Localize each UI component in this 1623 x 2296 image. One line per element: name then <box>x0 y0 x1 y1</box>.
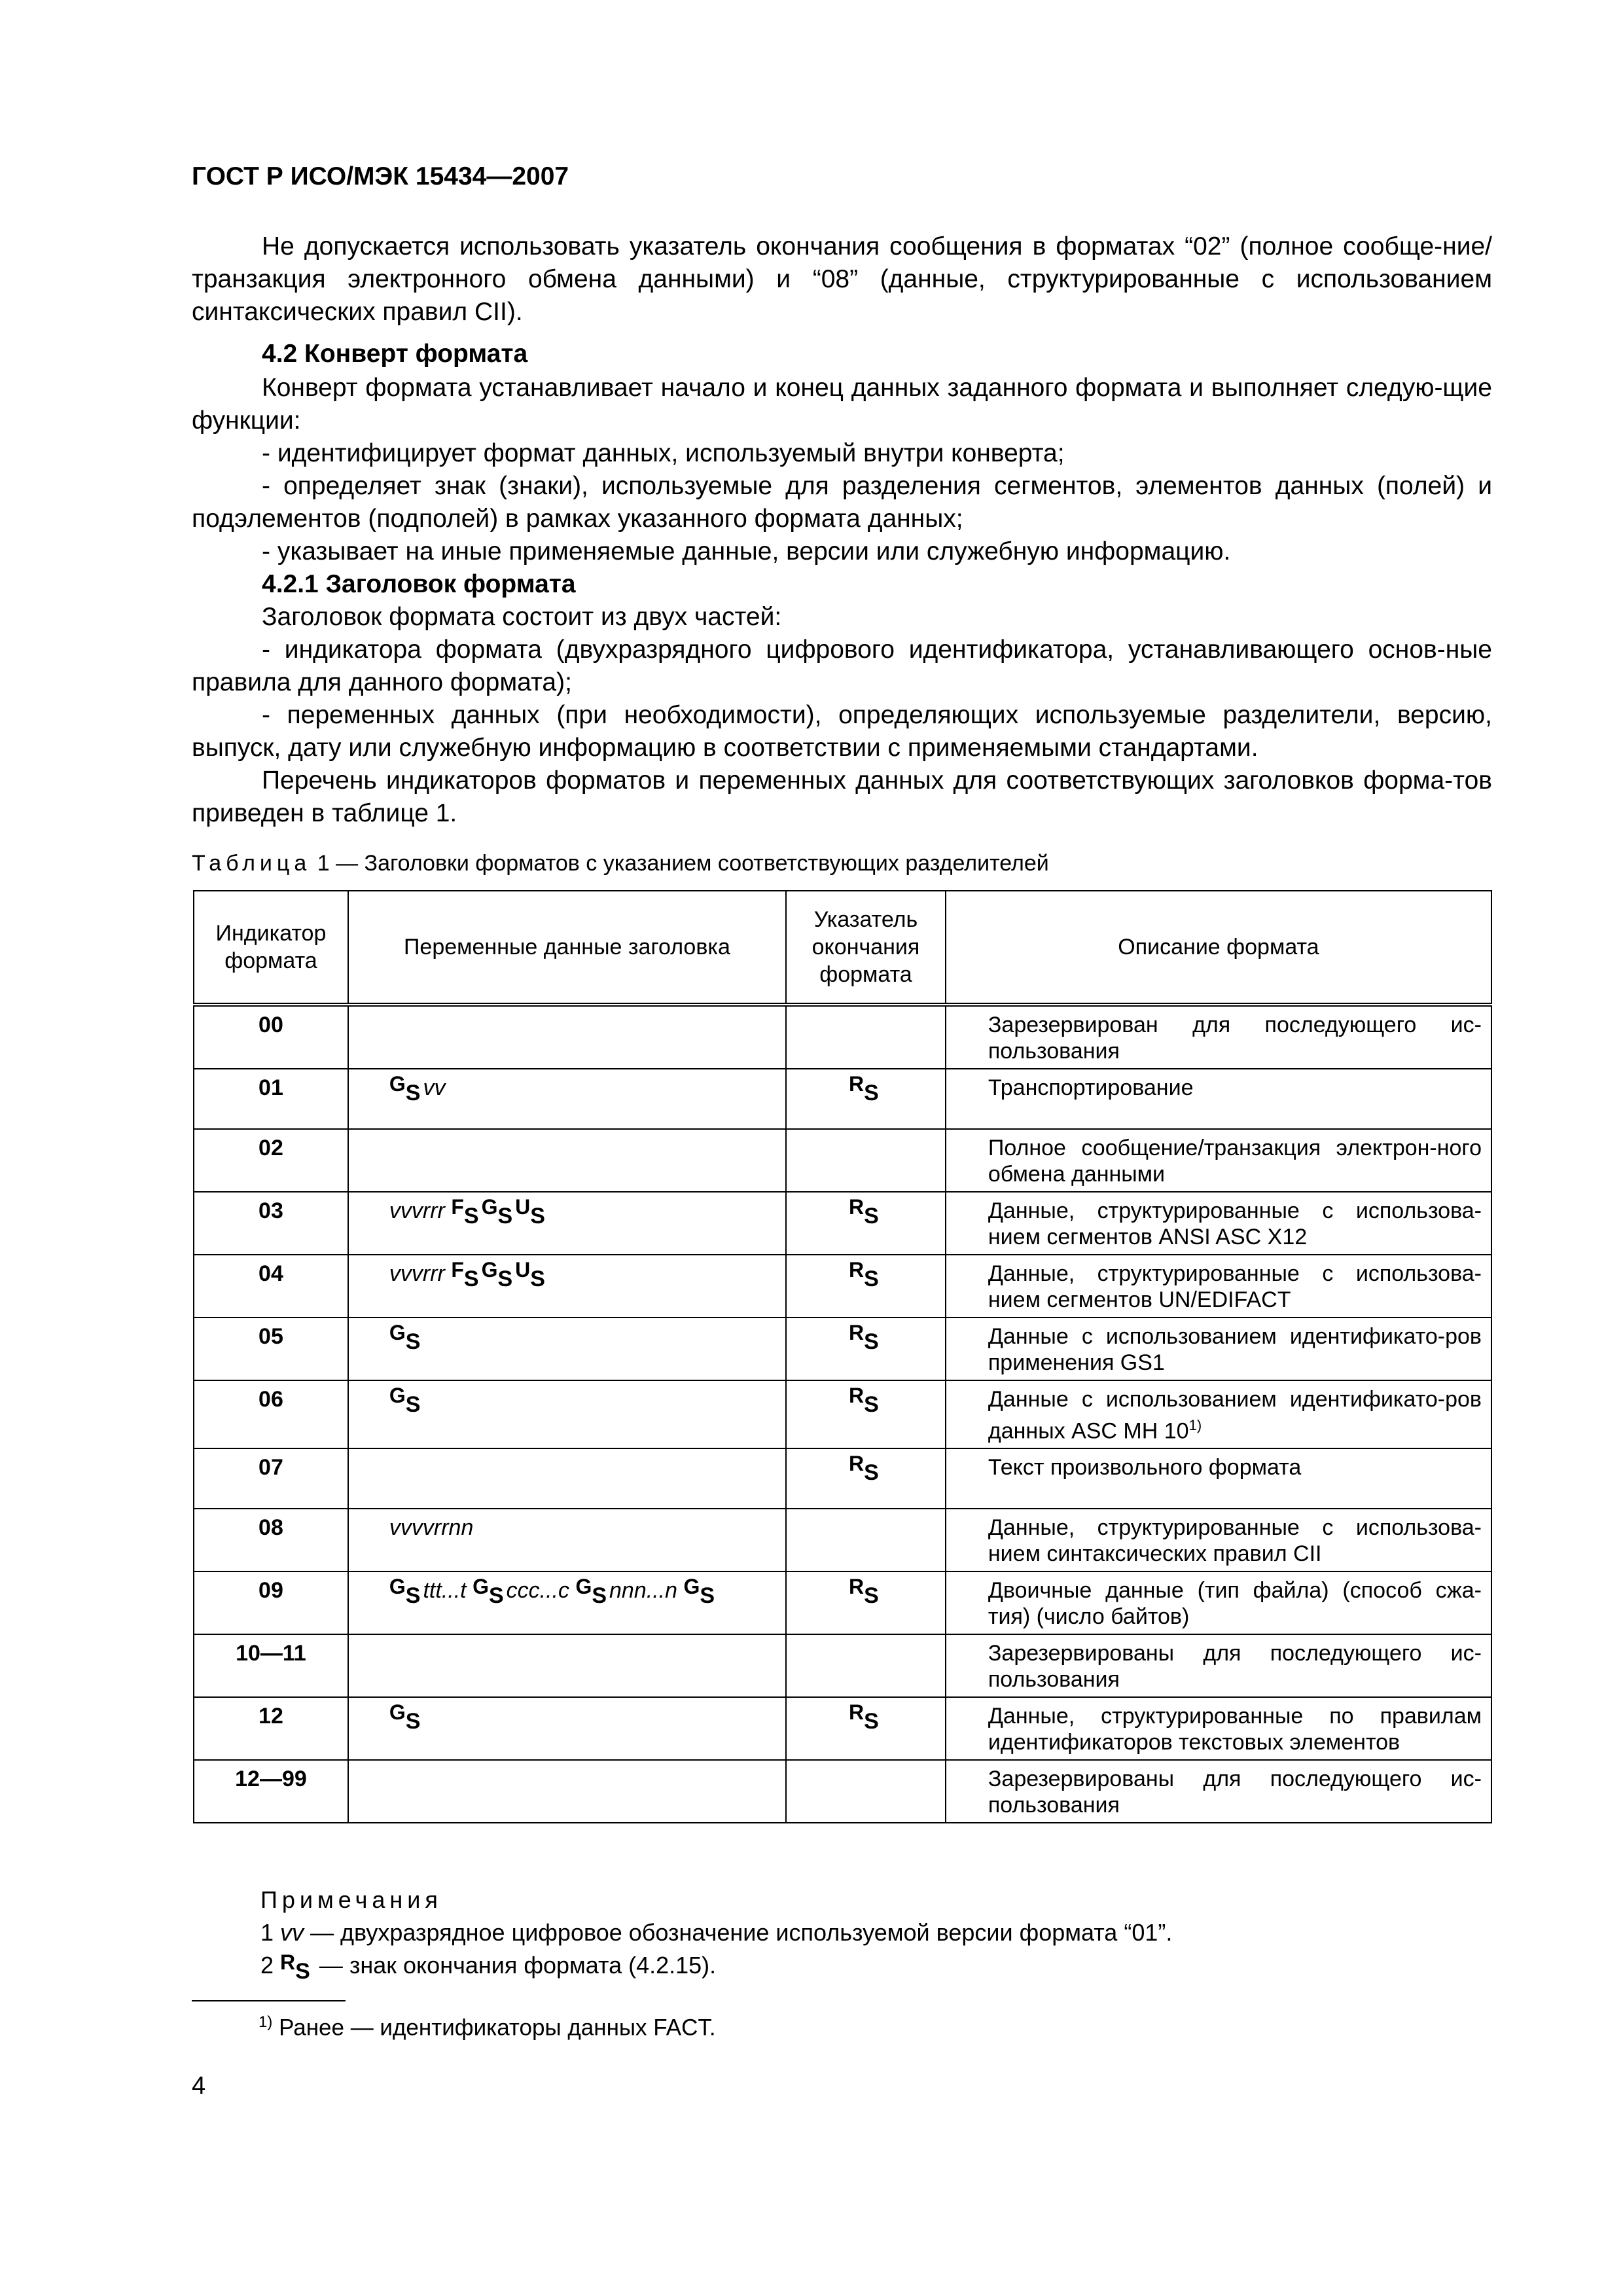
section-heading-4-2: 4.2 Конверт формата <box>262 340 528 368</box>
table-notes <box>192 1884 1172 1982</box>
column-header-indicator: Индикатор формата <box>194 891 348 1005</box>
table-row <box>194 1380 1491 1448</box>
table-caption-text: 1 — Заголовки форматов с указанием соответствующих разделителей <box>311 851 1049 876</box>
cell-description: Полное сообщение/транзакция электрон-ного обмена данными <box>946 1129 1491 1192</box>
cell-variable <box>348 1318 786 1380</box>
cell-indicator: 07 <box>194 1448 348 1509</box>
cell-description: Зарезервирован для последующего ис-пользования <box>946 1005 1491 1069</box>
cell-description: Зарезервированы для последующего ис-пользования <box>946 1760 1491 1823</box>
formats-table <box>193 890 1492 1823</box>
cell-variable <box>348 1192 786 1255</box>
table-row <box>194 1192 1491 1255</box>
group-separator-symbol: $G_S$ <box>389 1700 421 1734</box>
cell-description: Данные, структурированные с использова-нием сегментов UN/EDIFACT <box>946 1255 1491 1318</box>
cell-indicator: 10—11 <box>194 1634 348 1697</box>
cell-terminator <box>786 1760 946 1823</box>
table-row <box>194 1005 1491 1069</box>
description-text: Данные с использованием идентификато-ров данных ASC MH 10 <box>988 1387 1482 1444</box>
group-separator-symbol: $G_S$ <box>481 1258 513 1291</box>
record-separator-symbol: $R_S$ <box>849 1575 879 1609</box>
cell-variable <box>348 1760 786 1823</box>
cell-variable <box>348 1697 786 1760</box>
group-separator-symbol: $G_S$ <box>389 1575 421 1609</box>
cell-indicator: 12 <box>194 1697 348 1760</box>
cell-terminator <box>786 1129 946 1192</box>
notes-heading: Примечания <box>260 1886 442 1913</box>
cell-description: Данные, структурированные с использова-нием синтаксических правил CII <box>946 1509 1491 1571</box>
field-separator-symbol: $F_S$ <box>451 1195 479 1229</box>
table-row <box>194 1571 1491 1634</box>
cell-terminator <box>786 1448 946 1509</box>
cell-indicator: 12—99 <box>194 1760 348 1823</box>
column-header-terminator: Указатель окончания формата <box>786 891 946 1005</box>
unit-separator-symbol: $U_S$ <box>515 1195 545 1229</box>
footnote-text: Ранее — идентификаторы данных FACT. <box>279 2015 716 2041</box>
record-separator-symbol: $R_S$ <box>849 1072 879 1105</box>
unit-separator-symbol: $U_S$ <box>515 1258 545 1291</box>
cell-description: Данные с использованием идентификато-ров применения GS1 <box>946 1318 1491 1380</box>
cell-indicator: 06 <box>194 1380 348 1448</box>
variable-text: ccc...c <box>506 1578 569 1604</box>
table-caption-word: Таблица <box>192 851 312 876</box>
group-separator-symbol: $G_S$ <box>473 1575 504 1609</box>
record-separator-symbol: $R_S$ <box>849 1321 879 1354</box>
table-header-row <box>194 891 1491 1005</box>
cell-variable <box>348 1571 786 1634</box>
cell-variable <box>348 1069 786 1129</box>
footnote <box>259 2013 716 2041</box>
group-separator-symbol: $G_S$ <box>683 1575 715 1609</box>
cell-variable <box>348 1448 786 1509</box>
cell-description: Транспортирование <box>946 1069 1491 1129</box>
group-separator-symbol: $G_S$ <box>575 1575 607 1609</box>
standard-header: ГОСТ Р ИСО/МЭК 15434—2007 <box>192 162 569 190</box>
record-separator-symbol: $R_S$ <box>849 1452 879 1486</box>
footnote-divider <box>192 2000 346 2001</box>
record-separator-symbol: $R_S$ <box>849 1700 879 1734</box>
list-item: - переменных данных (при необходимости), определяющих используемые разделители, версию, выпуск, дату или служебную информацию в соответствии с применяемыми стандартами. <box>192 701 1492 762</box>
table-row <box>194 1069 1491 1129</box>
column-header-description: Описание формата <box>946 891 1491 1005</box>
variable-text: vvvvrrnn <box>389 1515 474 1541</box>
cell-description: Данные, структурированные с использова-нием сегментов ANSI ASC X12 <box>946 1192 1491 1255</box>
cell-indicator: 00 <box>194 1005 348 1069</box>
table-row <box>194 1129 1491 1192</box>
paragraph: Заголовок формата состоит из двух частей: <box>262 603 782 631</box>
cell-indicator: 05 <box>194 1318 348 1380</box>
list-item: - указывает на иные применяемые данные, версии или служебную информацию. <box>262 537 1231 565</box>
footnote-reference: 1) <box>1188 1417 1202 1433</box>
cell-terminator <box>786 1318 946 1380</box>
record-separator-symbol: $R_S$ <box>849 1195 879 1229</box>
cell-description: Зарезервированы для последующего ис-пользования <box>946 1634 1491 1697</box>
list-item: - определяет знак (знаки), используемые для разделения сегментов, элементов данных (полей) и подэлементов (подполей) в рамках указанного формата данных; <box>192 472 1492 533</box>
table-caption <box>192 851 1049 876</box>
paragraph: Перечень индикаторов форматов и переменных данных для соответствующих заголовков форма-тов приведен в таблице 1. <box>192 766 1492 827</box>
variable-text: vv <box>423 1075 446 1100</box>
list-item: - индикатора формата (двухразрядного цифрового идентификатора, устанавливающего основ-ные правила для данного формата); <box>192 636 1492 696</box>
cell-variable <box>348 1129 786 1192</box>
table-row <box>194 1697 1491 1760</box>
cell-variable <box>348 1509 786 1571</box>
variable-text: nnn...n <box>609 1578 677 1604</box>
record-separator-symbol: $R_S$ <box>849 1258 879 1291</box>
page-number: 4 <box>192 2072 206 2100</box>
record-separator-symbol: $R_S$ <box>280 1950 310 1984</box>
variable-text: vvvrrr <box>389 1261 445 1286</box>
table-row <box>194 1448 1491 1509</box>
cell-indicator: 09 <box>194 1571 348 1634</box>
footnote-mark: 1) <box>259 2013 273 2031</box>
table-row <box>194 1255 1491 1318</box>
variable-text: ttt...t <box>423 1578 467 1604</box>
body-text <box>192 230 1492 830</box>
field-separator-symbol: $F_S$ <box>451 1258 479 1291</box>
cell-description: Данные, структурированные по правилам идентификаторов текстовых элементов <box>946 1697 1491 1760</box>
record-separator-symbol: $R_S$ <box>849 1384 879 1417</box>
cell-indicator: 04 <box>194 1255 348 1318</box>
table-row <box>194 1318 1491 1380</box>
cell-terminator <box>786 1697 946 1760</box>
note-2: 2 $R_S$ — знак окончания формата (4.2.15). <box>260 1950 717 1984</box>
cell-description: Текст произвольного формата <box>946 1448 1491 1509</box>
group-separator-symbol: $G_S$ <box>389 1321 421 1354</box>
paragraph: Конверт формата устанавливает начало и конец данных заданного формата и выполняет следую-щие функции: <box>192 374 1492 435</box>
cell-terminator <box>786 1634 946 1697</box>
section-heading-4-2-1: 4.2.1 Заголовок формата <box>262 570 576 598</box>
cell-terminator <box>786 1005 946 1069</box>
cell-variable <box>348 1380 786 1448</box>
cell-variable <box>348 1255 786 1318</box>
note-1: 1 vv — двухразрядное цифровое обозначение используемой версии формата “01”. <box>260 1919 1173 1946</box>
cell-variable <box>348 1005 786 1069</box>
cell-indicator: 01 <box>194 1069 348 1129</box>
paragraph: Не допускается использовать указатель окончания сообщения в форматах “02” (полное сообще-ние/транзакция электронного обмена данными) и “08” (данные, структурированные с использованием синтаксических правил CII). <box>192 232 1492 326</box>
cell-variable <box>348 1634 786 1697</box>
cell-terminator <box>786 1571 946 1634</box>
cell-indicator: 02 <box>194 1129 348 1192</box>
column-header-variable: Переменные данные заголовка <box>348 891 786 1005</box>
variable-text: vvvrrr <box>389 1198 445 1223</box>
cell-terminator <box>786 1509 946 1571</box>
cell-indicator: 08 <box>194 1509 348 1571</box>
cell-terminator <box>786 1069 946 1129</box>
cell-description <box>946 1380 1491 1448</box>
group-separator-symbol: $G_S$ <box>481 1195 513 1229</box>
table-row <box>194 1760 1491 1823</box>
cell-terminator <box>786 1192 946 1255</box>
cell-indicator: 03 <box>194 1192 348 1255</box>
table-row <box>194 1509 1491 1571</box>
cell-terminator <box>786 1380 946 1448</box>
group-separator-symbol: $G_S$ <box>389 1384 421 1417</box>
group-separator-symbol: $G_S$ <box>389 1072 421 1105</box>
cell-terminator <box>786 1255 946 1318</box>
table-row <box>194 1634 1491 1697</box>
list-item: - идентифицирует формат данных, используемый внутри конверта; <box>262 439 1065 467</box>
cell-description: Двоичные данные (тип файла) (способ сжа-тия) (число байтов) <box>946 1571 1491 1634</box>
